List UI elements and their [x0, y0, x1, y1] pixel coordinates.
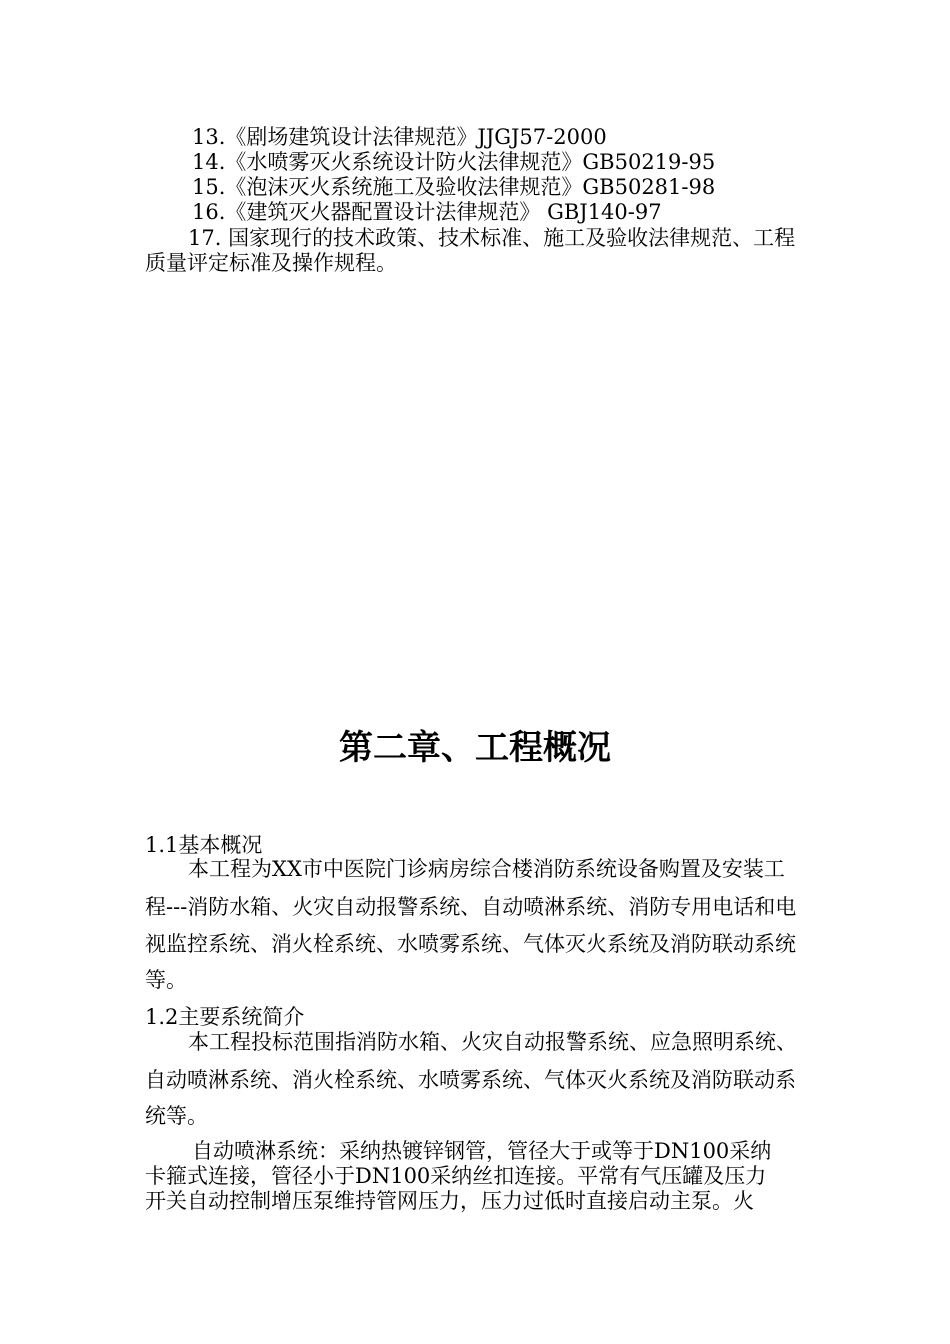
reference-item: 13.《剧场建筑设计法律规范》JJGJ57-2000 [192, 125, 607, 149]
paragraph-line: 自动喷淋系统、消火栓系统、水喷雾系统、气体灭火系统及消防联动系 [145, 1068, 796, 1092]
reference-item: 16.《建筑灭火器配置设计法律规范》 GBJ140-97 [192, 200, 662, 224]
paragraph-line: 卡箍式连接，管径小于DN100采纳丝扣连接。平常有气压罐及压力 [145, 1164, 767, 1188]
section-heading: 1.2主要系统简介 [145, 1005, 305, 1029]
reference-item-17-line1: 17. 国家现行的技术政策、技术标准、施工及验收法律规范、工程 [188, 226, 796, 250]
paragraph-line: 程---消防水箱、火灾自动报警系统、自动喷淋系统、消防专用电话和电 [145, 895, 797, 919]
reference-item: 15.《泡沫灭火系统施工及验收法律规范》GB50281-98 [192, 175, 716, 199]
paragraph-line: 自动喷淋系统：采纳热镀锌钢管，管径大于或等于DN100采纳 [192, 1139, 772, 1163]
paragraph-line: 视监控系统、消火栓系统、水喷雾系统、气体灭火系统及消防联动系统 [145, 932, 796, 956]
reference-item: 14.《水喷雾灭火系统设计防火法律规范》GB50219-95 [192, 150, 716, 174]
paragraph-line: 开关自动控制增压泵维持管网压力，压力过低时直接启动主泵。火 [145, 1189, 754, 1213]
chapter-title: 第二章、工程概况 [339, 728, 611, 768]
paragraph-line: 本工程投标范围指消防水箱、火灾自动报警系统、应急照明系统、 [188, 1030, 797, 1054]
paragraph-line: 等。 [145, 968, 187, 992]
reference-item-17-line2: 质量评定标准及操作规程。 [145, 251, 397, 275]
paragraph-line: 统等。 [145, 1104, 208, 1128]
paragraph-line: 本工程为XX市中医院门诊病房综合楼消防系统设备购置及安装工 [188, 857, 785, 881]
section-heading: 1.1基本概况 [145, 833, 263, 857]
